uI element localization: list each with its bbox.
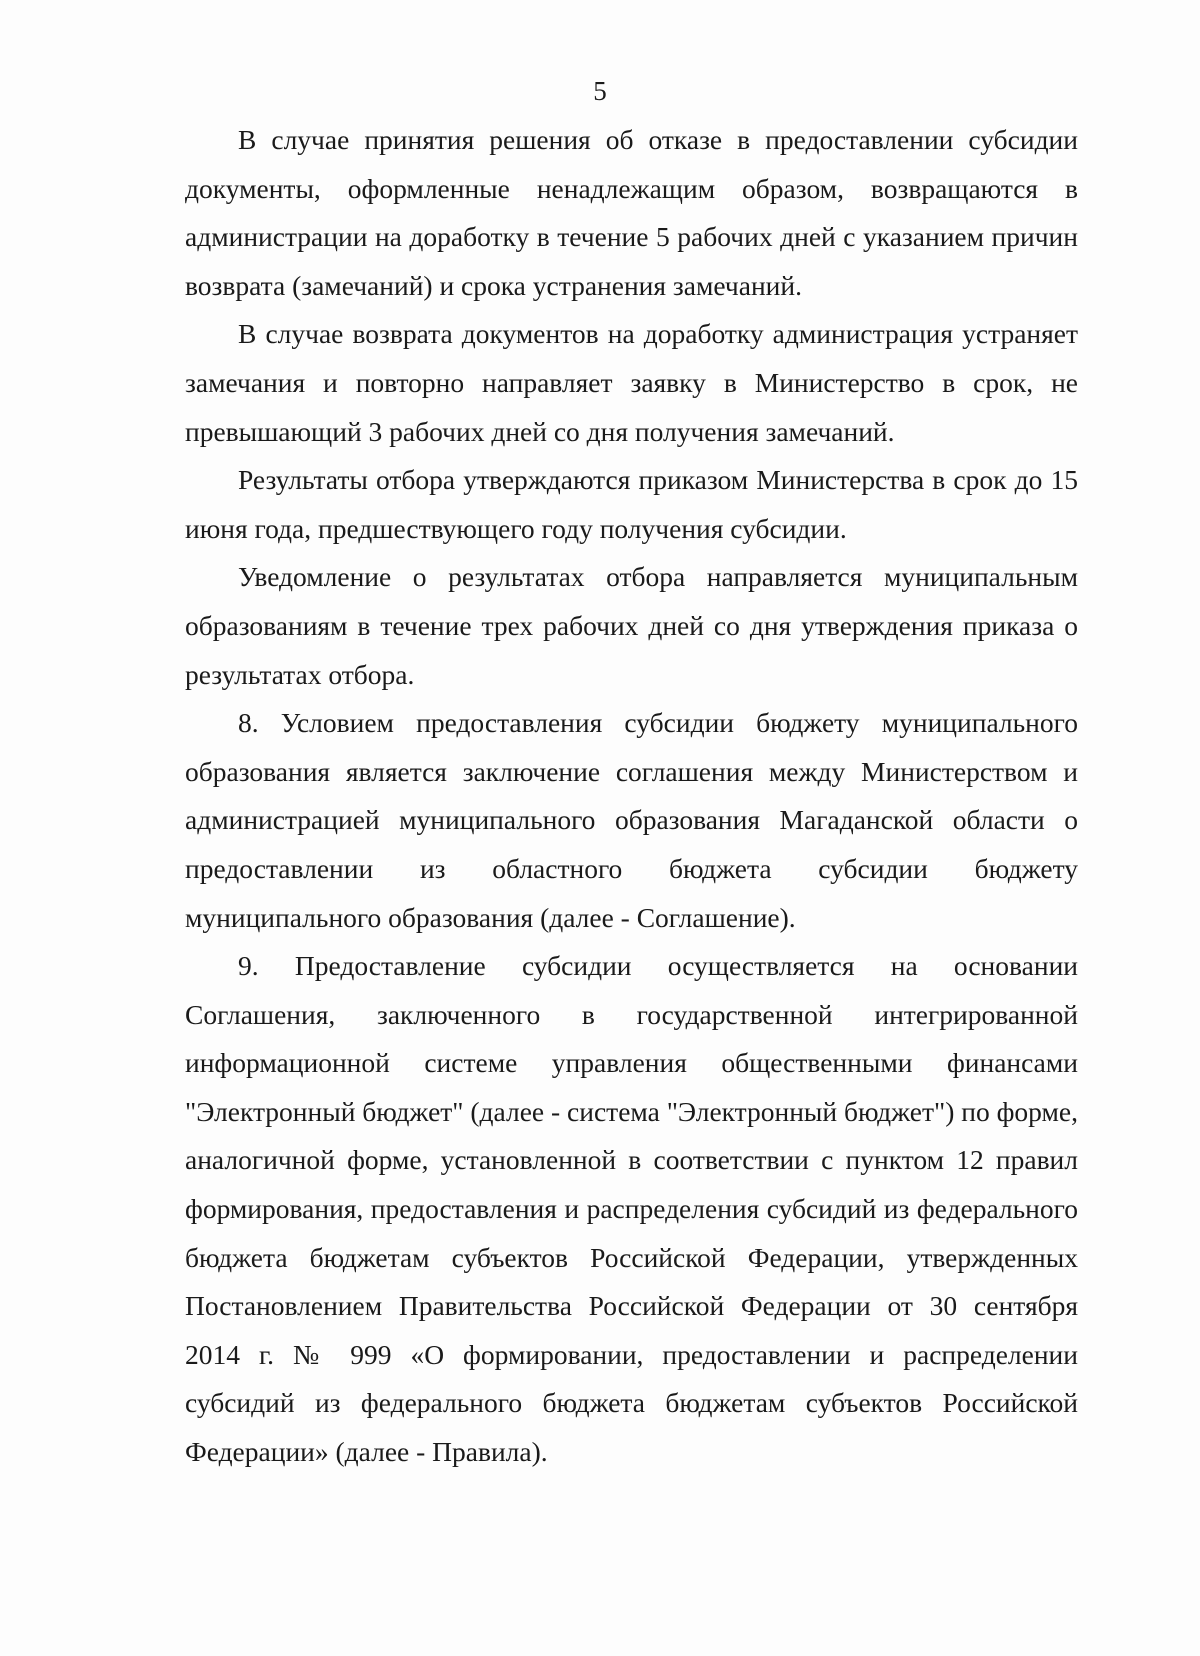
paragraph-resubmission: В случае возврата документов на доработку администрация устраняет замечания и повторно направляет заявку в Министерство в срок, не превышающий 3 рабочих дней со дня получения замечаний.: [185, 318, 1078, 447]
document-body: [185, 116, 1078, 1477]
paragraph-item-8: 8. Условием предоставления субсидии бюджету муниципального образования является заключение соглашения между Министерством и администрацией муниципального образования Магаданской области о предоставлении из областного бюджета субсидии бюджету муниципального образования (далее - Соглашение).: [185, 707, 1078, 933]
paragraph-selection-results: Результаты отбора утверждаются приказом Министерства в срок до 15 июня года, предшествующего году получения субсидии.: [185, 464, 1078, 544]
paragraph-refusal-return: В случае принятия решения об отказе в предоставлении субсидии документы, оформленные ненадлежащим образом, возвращаются в администрации на доработку в течение 5 рабочих дней с указанием причин возврата (замечаний) и срока устранения замечаний.: [185, 124, 1078, 301]
page-number: 5: [593, 76, 607, 106]
paragraph-notification: Уведомление о результатах отбора направляется муниципальным образованиям в течение трех рабочих дней со дня утверждения приказа о результатах отбора.: [185, 561, 1078, 690]
paragraph-item-9: 9. Предоставление субсидии осуществляется на основании Соглашения, заключенного в государственной интегрированной информационной системе управления общественными финансами "Электронный бюджет" (далее - система "Электронный бюджет") по форме, аналогичной форме, установленной в соответствии с пунктом 12 правил формирования, предоставления и распределения субсидий из федерального бюджета бюджетам субъектов Российской Федерации, утвержденных Постановлением Правительства Российской Федерации от 30 сентября 2014 г. № 999 «О формировании, предоставлении и распределении субсидий из федерального бюджета бюджетам субъектов Российской Федерации» (далее - Правила).: [185, 950, 1078, 1468]
